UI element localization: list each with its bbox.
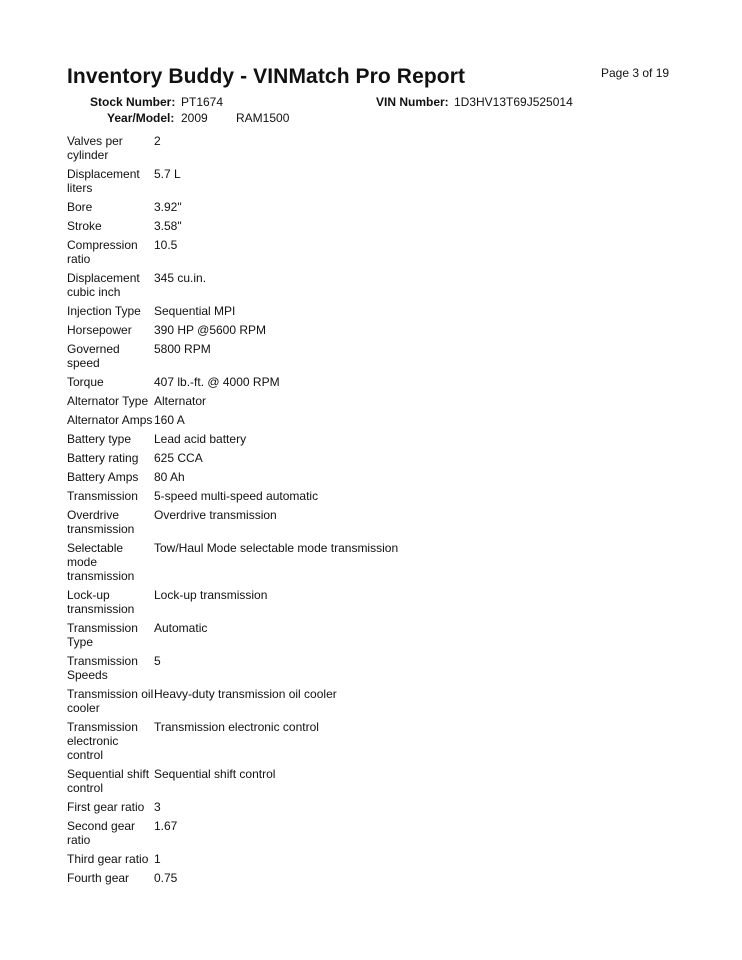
spec-label: Overdrive transmission bbox=[67, 508, 135, 536]
spec-label: Injection Type bbox=[67, 304, 141, 318]
spec-label: Second gear ratio bbox=[67, 819, 136, 847]
report-title: Inventory Buddy - VINMatch Pro Report bbox=[67, 65, 466, 88]
vin-value: 1D3HV13T69J525014 bbox=[454, 95, 573, 109]
spec-label: Transmission Speeds bbox=[67, 654, 138, 682]
spec-label: Lock-up transmission bbox=[67, 588, 135, 616]
spec-value: 3.92" bbox=[154, 200, 182, 214]
spec-value: 5.7 L bbox=[154, 167, 181, 181]
spec-label: Battery rating bbox=[67, 451, 139, 465]
spec-label: Horsepower bbox=[67, 323, 132, 337]
spec-value: 5800 RPM bbox=[154, 342, 211, 356]
spec-label: Displacement liters bbox=[67, 167, 140, 195]
spec-label: Sequential shift control bbox=[67, 767, 150, 795]
spec-label: Transmission electronic control bbox=[67, 720, 138, 762]
spec-value: 3.58" bbox=[154, 219, 182, 233]
spec-value: 10.5 bbox=[154, 238, 178, 252]
spec-table bbox=[67, 133, 398, 886]
spec-label: Bore bbox=[67, 200, 93, 214]
spec-value: Lock-up transmission bbox=[154, 588, 268, 602]
spec-value: 0.75 bbox=[154, 871, 178, 885]
spec-value: 345 cu.in. bbox=[154, 271, 207, 285]
spec-value: 1 bbox=[154, 852, 161, 866]
spec-label: Battery Amps bbox=[67, 470, 139, 484]
spec-value: Automatic bbox=[154, 621, 208, 635]
spec-value: 80 Ah bbox=[154, 470, 185, 484]
spec-value: 390 HP @5600 RPM bbox=[154, 323, 267, 337]
vin-label: VIN Number: bbox=[376, 95, 449, 109]
stock-number-value: PT1674 bbox=[181, 95, 224, 109]
spec-value: 407 lb.-ft. @ 4000 RPM bbox=[154, 375, 280, 389]
spec-value: 625 CCA bbox=[154, 451, 203, 465]
year-model-label: Year/Model: bbox=[107, 111, 175, 125]
spec-value: 3 bbox=[154, 800, 161, 814]
spec-value: Sequential MPI bbox=[154, 304, 236, 318]
spec-label: Compression ratio bbox=[67, 238, 138, 266]
spec-label: Selectable mode transmission bbox=[67, 541, 135, 583]
spec-label: Valves per cylinder bbox=[67, 134, 123, 162]
spec-value: Lead acid battery bbox=[154, 432, 247, 446]
spec-value: Tow/Haul Mode selectable mode transmission bbox=[154, 541, 399, 555]
page-number: Page 3 of 19 bbox=[601, 66, 670, 80]
spec-value: 5 bbox=[154, 654, 161, 668]
spec-value: Heavy-duty transmission oil cooler bbox=[154, 687, 337, 701]
spec-value: Alternator bbox=[154, 394, 207, 408]
spec-value: Transmission electronic control bbox=[154, 720, 319, 734]
spec-value: 5-speed multi-speed automatic bbox=[154, 489, 319, 503]
spec-label: First gear ratio bbox=[67, 800, 145, 814]
spec-label: Transmission oil cooler bbox=[67, 687, 154, 715]
spec-label: Stroke bbox=[67, 219, 102, 233]
spec-label: Alternator Amps bbox=[67, 413, 153, 427]
spec-value: 160 A bbox=[154, 413, 185, 427]
spec-label: Alternator Type bbox=[67, 394, 149, 408]
spec-label: Fourth gear bbox=[67, 871, 130, 885]
spec-value: Overdrive transmission bbox=[154, 508, 277, 522]
spec-label: Governed speed bbox=[67, 342, 120, 370]
spec-value: 2 bbox=[154, 134, 161, 148]
spec-value: 1.67 bbox=[154, 819, 178, 833]
spec-label: Third gear ratio bbox=[67, 852, 149, 866]
model-value: RAM1500 bbox=[236, 111, 290, 125]
spec-label: Transmission Type bbox=[67, 621, 138, 649]
spec-label: Torque bbox=[67, 375, 104, 389]
spec-label: Transmission bbox=[67, 489, 138, 503]
spec-label: Displacement cubic inch bbox=[67, 271, 140, 299]
stock-number-label: Stock Number: bbox=[90, 95, 176, 109]
year-value: 2009 bbox=[181, 111, 208, 125]
spec-value: Sequential shift control bbox=[154, 767, 276, 781]
spec-label: Battery type bbox=[67, 432, 132, 446]
